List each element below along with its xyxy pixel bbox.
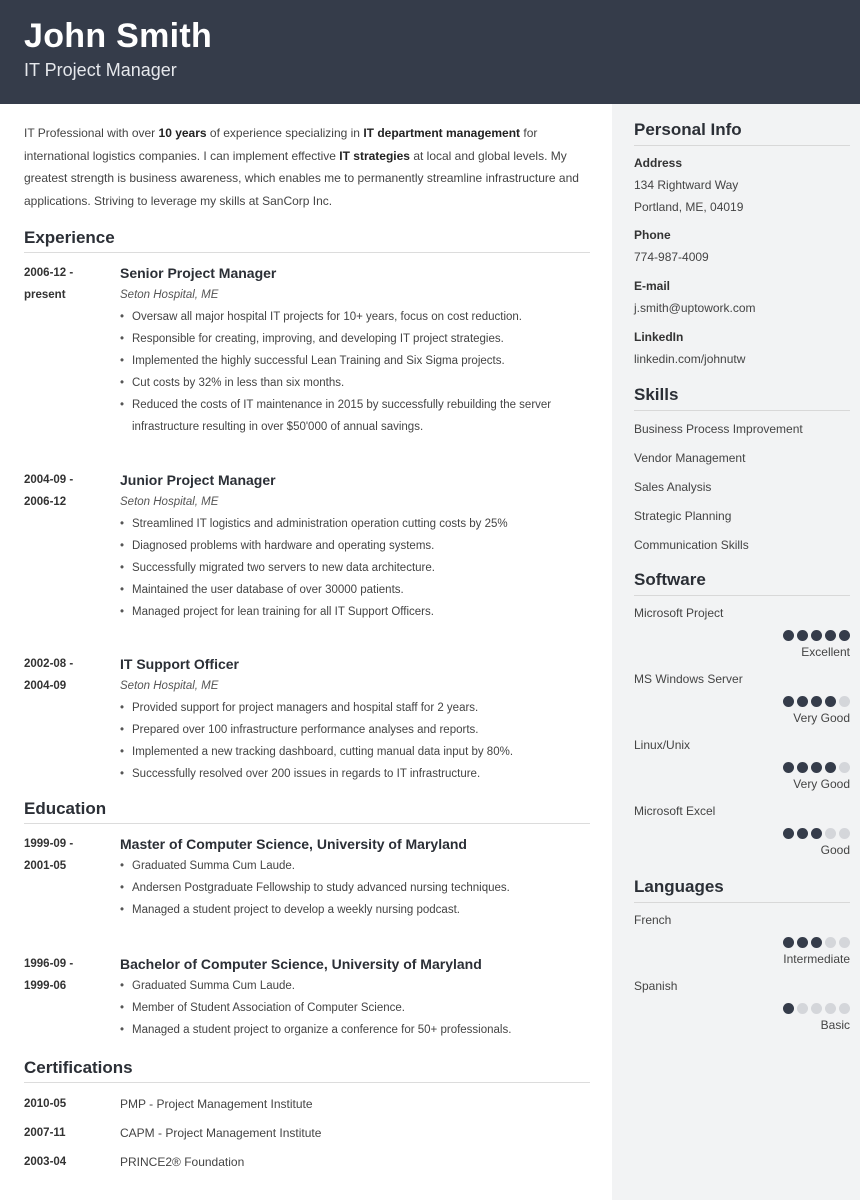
certification-row: 2007-11 CAPM - Project Management Institute [24, 1125, 322, 1140]
bullet-item: • Streamlined IT logistics and administration operation cutting costs by 25% [120, 513, 590, 535]
bullet-item: • Implemented a new tracking dashboard, cutting manual data input by 80%. [120, 741, 590, 763]
rating-dot-filled [811, 696, 822, 707]
bullet-item: • Maintained the user database of over 30000 patients. [120, 579, 590, 601]
software-name: Microsoft Project [634, 606, 724, 620]
entry-dates: 2004-09 - 2006-12 [24, 474, 74, 508]
linkedin-label: LinkedIn [634, 330, 684, 344]
rating-dot-filled [783, 1003, 794, 1014]
rating-dot-empty [825, 937, 836, 948]
rating-dot-filled [797, 630, 808, 641]
rating-dot-filled [783, 937, 794, 948]
rating-dot-empty [797, 1003, 808, 1014]
rating-level: Intermediate [783, 952, 850, 966]
rating-dot-filled [783, 696, 794, 707]
rating-dot-filled [825, 696, 836, 707]
bullet-item: • Implemented the highly successful Lean Training and Six Sigma projects. [120, 350, 590, 372]
certifications-list [24, 1089, 590, 1176]
linkedin-value: linkedin.com/johnutw [634, 352, 746, 366]
main-column [0, 104, 612, 1200]
languages-heading: Languages [634, 877, 850, 903]
software-name: Linux/Unix [634, 738, 691, 752]
rating-dot-empty [839, 828, 850, 839]
language-name: French [634, 913, 672, 927]
certifications-heading: Certifications [24, 1058, 590, 1083]
rating-dot-empty [839, 1003, 850, 1014]
rating-dot-filled [783, 828, 794, 839]
rating-dots [634, 696, 850, 707]
entry-dates: 1996-09 - 1999-06 [24, 958, 74, 992]
sidebar [612, 104, 860, 1200]
rating-dot-filled [797, 937, 808, 948]
rating-dot-filled [811, 937, 822, 948]
experience-entry [24, 653, 590, 785]
rating-level: Good [820, 843, 850, 857]
languages-list [634, 911, 850, 1036]
rating-dot-filled [839, 630, 850, 641]
education-entry [24, 953, 590, 1041]
phone-label: Phone [634, 228, 671, 242]
software-list [634, 604, 850, 861]
rating-dot-empty [839, 937, 850, 948]
software-item [634, 736, 850, 795]
personal-info-heading: Personal Info [634, 120, 850, 146]
phone-value: 774-987-4009 [634, 250, 709, 264]
bullet-item: • Diagnosed problems with hardware and operating systems. [120, 535, 590, 557]
experience-entry [24, 262, 590, 438]
email-value: j.smith@uptowork.com [634, 301, 756, 315]
rating-dot-empty [839, 696, 850, 707]
skills-list [634, 415, 850, 560]
certification-row: 2003-04 PRINCE2® Foundation [24, 1154, 245, 1169]
job-title: Senior Project Manager [120, 265, 277, 281]
bullet-list [120, 855, 590, 921]
rating-dot-filled [797, 762, 808, 773]
education-heading: Education [24, 799, 590, 824]
address-line: 134 Rightward Way [634, 178, 739, 192]
address-line: Portland, ME, 04019 [634, 200, 744, 214]
software-item [634, 802, 850, 861]
software-name: MS Windows Server [634, 672, 743, 686]
rating-dot-filled [811, 630, 822, 641]
rating-dot-filled [825, 762, 836, 773]
bullet-item: • Graduated Summa Cum Laude. [120, 855, 590, 877]
bullet-item: • Successfully resolved over 200 issues in regards to IT infrastructure. [120, 763, 590, 785]
bullet-item: • Managed a student project to organize a conference for 50+ professionals. [120, 1019, 590, 1041]
rating-dot-empty [839, 762, 850, 773]
bullet-list [120, 975, 590, 1041]
bullet-item: • Graduated Summa Cum Laude. [120, 975, 590, 997]
bullet-item: • Managed a student project to develop a weekly nursing podcast. [120, 899, 590, 921]
rating-dot-filled [797, 828, 808, 839]
entry-dates: 1999-09 - 2001-05 [24, 838, 74, 872]
skill-item: Strategic Planning [634, 509, 732, 523]
bullet-item: • Andersen Postgraduate Fellowship to study advanced nursing techniques. [120, 877, 590, 899]
skill-item: Sales Analysis [634, 480, 712, 494]
rating-level: Very Good [793, 777, 850, 791]
rating-dots [634, 1003, 850, 1014]
rating-dot-empty [825, 1003, 836, 1014]
bullet-list [120, 513, 590, 623]
rating-dots [634, 762, 850, 773]
email-label: E-mail [634, 279, 671, 293]
rating-dot-empty [811, 1003, 822, 1014]
rating-dots [634, 828, 850, 839]
bullet-item: • Managed project for lean training for all IT Support Officers. [120, 601, 590, 623]
employer: Seton Hospital, ME [120, 496, 219, 508]
resume-header [0, 0, 860, 104]
bullet-item: • Member of Student Association of Computer Science. [120, 997, 590, 1019]
rating-dot-filled [811, 762, 822, 773]
software-item [634, 670, 850, 729]
degree-title: Bachelor of Computer Science, University of Maryland [120, 956, 482, 972]
address-label: Address [634, 156, 683, 170]
rating-dot-empty [825, 828, 836, 839]
rating-level: Basic [820, 1018, 850, 1032]
summary-paragraph: IT Professional with over 10 years of experience specializing in IT department management for international logistics companies. I can implement effective IT strategies at local and global levels. My greatest strength is business awareness, which enables me to permanently streamline infrastructure and applications. Striving to leverage my skills at SanCorp Inc. [24, 126, 579, 208]
employer: Seton Hospital, ME [120, 680, 219, 692]
rating-level: Very Good [793, 711, 850, 725]
language-name: Spanish [634, 979, 678, 993]
degree-title: Master of Computer Science, University of Maryland [120, 836, 467, 852]
bullet-item: • Prepared over 100 infrastructure performance analyses and reports. [120, 719, 590, 741]
personal-info [634, 152, 850, 370]
job-title: IT Support Officer [120, 656, 239, 672]
bullet-list [120, 306, 590, 438]
bullet-item: • Successfully migrated two servers to new data architecture. [120, 557, 590, 579]
language-item [634, 977, 850, 1036]
software-item [634, 604, 850, 663]
rating-dots [634, 937, 850, 948]
rating-dot-filled [811, 828, 822, 839]
language-item [634, 911, 850, 970]
bullet-list [120, 697, 590, 785]
bullet-item: • Oversaw all major hospital IT projects for 10+ years, focus on cost reduction. [120, 306, 590, 328]
job-title: Junior Project Manager [120, 472, 276, 488]
rating-dot-filled [825, 630, 836, 641]
bullet-item: • Provided support for project managers and hospital staff for 2 years. [120, 697, 590, 719]
rating-dot-filled [783, 762, 794, 773]
entry-dates: 2006-12 - present [24, 267, 74, 301]
candidate-name: John Smith [24, 17, 213, 55]
experience-heading: Experience [24, 228, 590, 253]
entry-dates: 2002-08 - 2004-09 [24, 658, 74, 692]
skills-heading: Skills [634, 385, 850, 411]
bullet-item: • Reduced the costs of IT maintenance in 2015 by successfully rebuilding the server infrastructure resulting in over $50'000 of annual savings. [120, 394, 590, 438]
skill-item: Vendor Management [634, 451, 746, 465]
rating-level: Excellent [801, 645, 850, 659]
employer: Seton Hospital, ME [120, 289, 219, 301]
skill-item: Communication Skills [634, 538, 749, 552]
education-entry [24, 833, 590, 921]
rating-dots [634, 630, 850, 641]
certification-row: 2010-05 PMP - Project Management Institute [24, 1096, 313, 1111]
skill-item: Business Process Improvement [634, 422, 803, 436]
software-heading: Software [634, 570, 850, 596]
bullet-item: • Cut costs by 32% in less than six months. [120, 372, 590, 394]
rating-dot-filled [783, 630, 794, 641]
candidate-role: IT Project Manager [24, 60, 177, 80]
bullet-item: • Responsible for creating, improving, and developing IT project strategies. [120, 328, 590, 350]
rating-dot-filled [797, 696, 808, 707]
experience-entry [24, 469, 590, 623]
software-name: Microsoft Excel [634, 804, 716, 818]
